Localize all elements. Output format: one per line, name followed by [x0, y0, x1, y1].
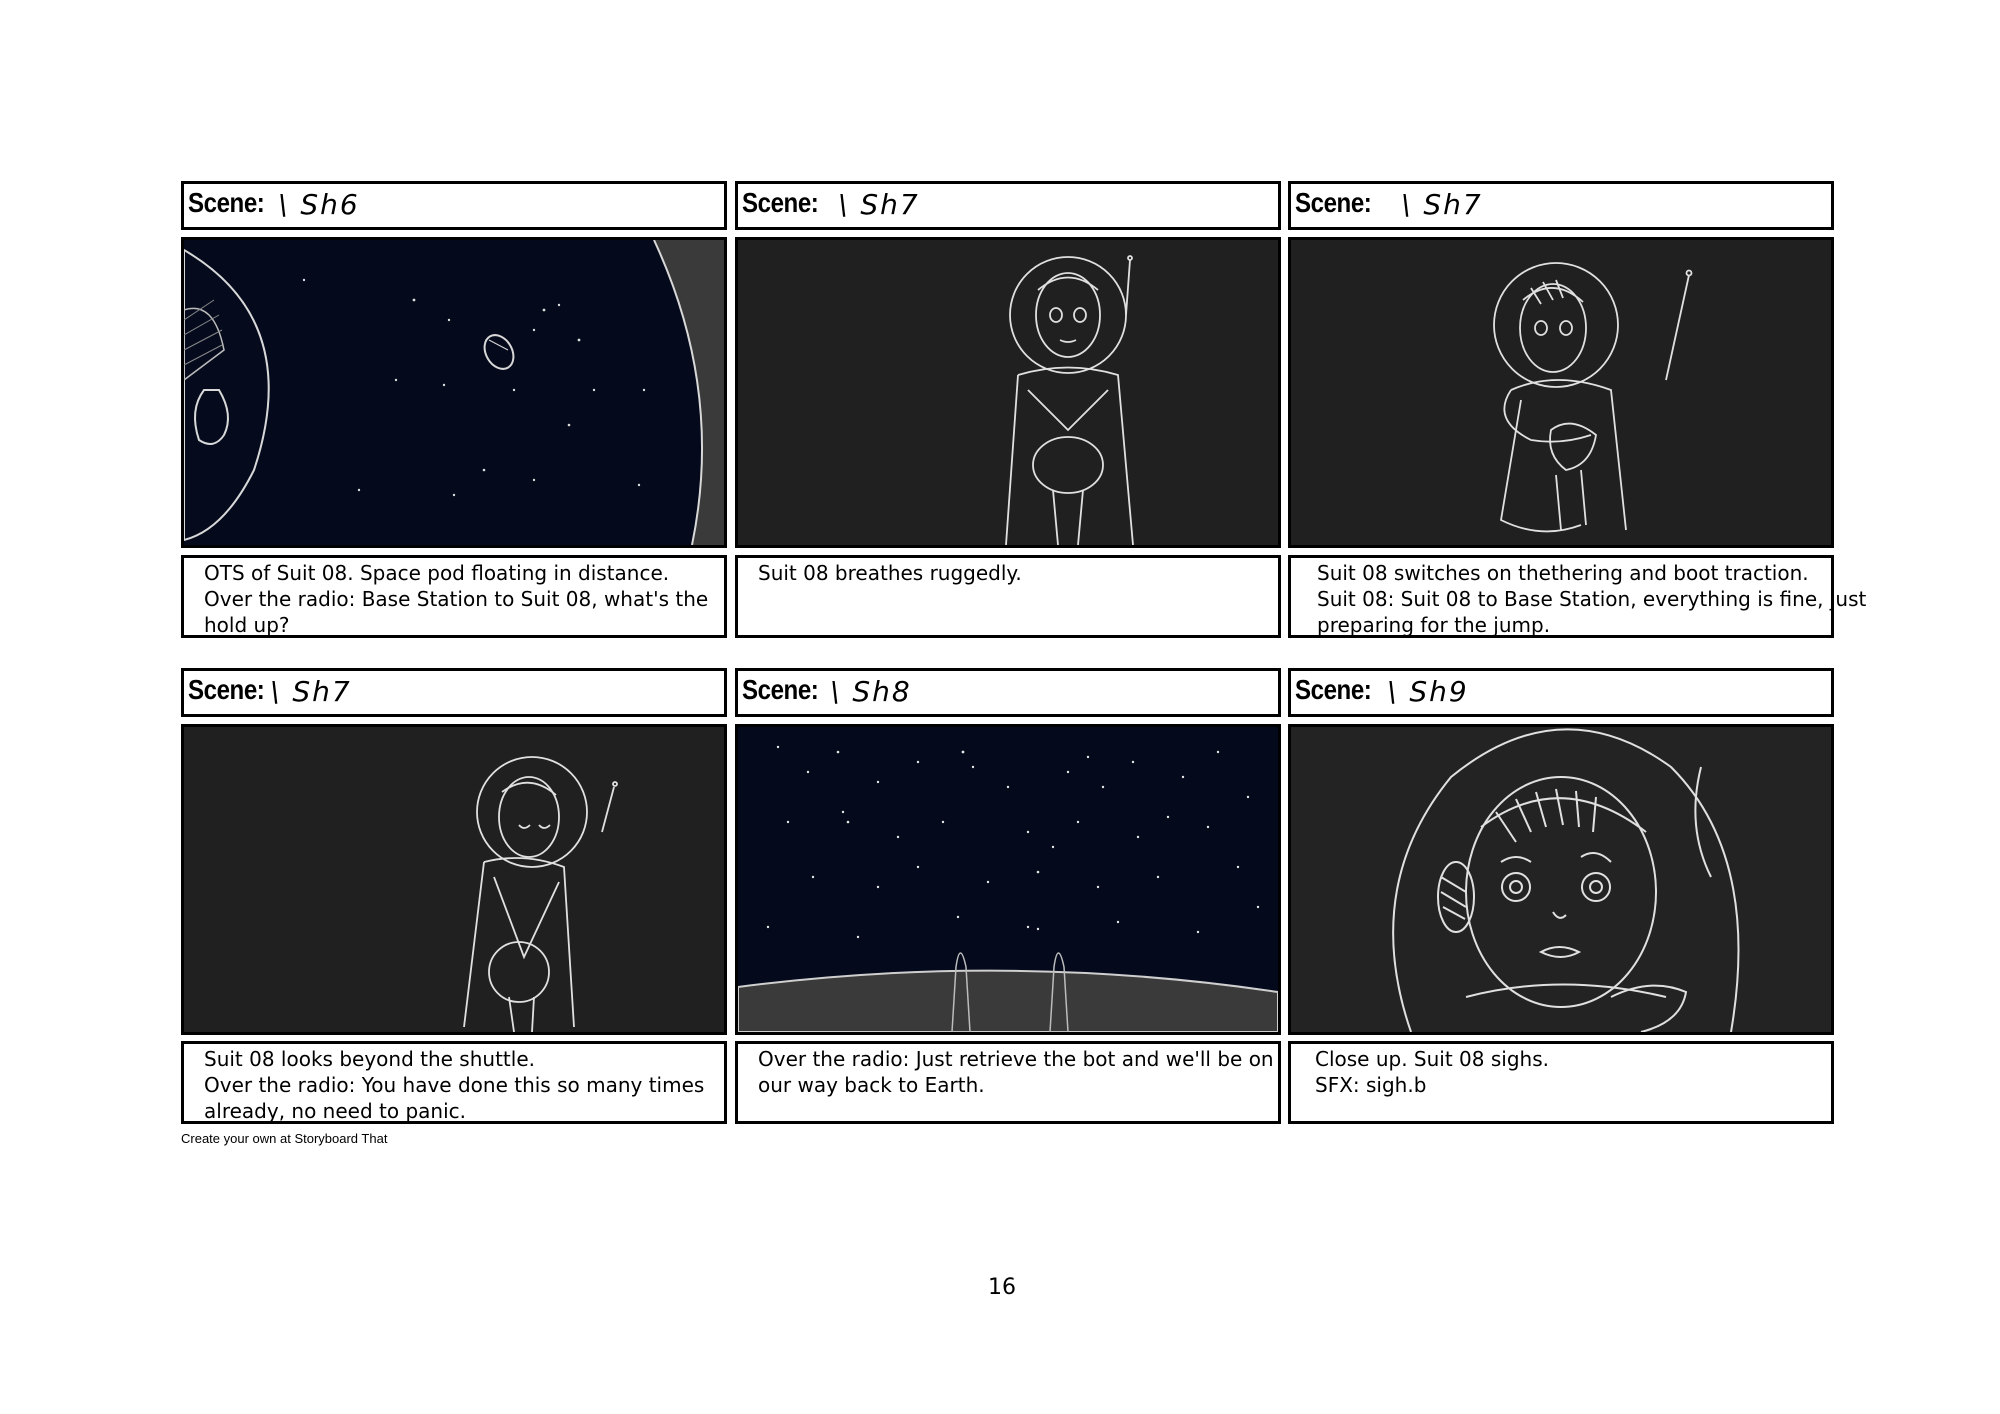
astronaut-closeup-illustration — [1291, 727, 1831, 1032]
caption-line: Suit 08 looks beyond the shuttle. — [204, 1047, 535, 1071]
page-number: 16 — [988, 1275, 1016, 1300]
caption-line: already, no need to panic. — [204, 1099, 466, 1123]
scene-label: Scene: — [1295, 187, 1372, 218]
shot-note: \ Sh9 — [1387, 675, 1469, 708]
panel-4-image — [181, 724, 727, 1035]
panel-6-header — [1288, 668, 1834, 717]
caption-line: hold up? — [204, 613, 290, 637]
scene-label: Scene: — [188, 674, 265, 705]
panel-5-header — [735, 668, 1281, 717]
caption-line: preparing for the jump. — [1317, 613, 1551, 637]
storyboard-footer-link[interactable]: Create your own at Storyboard That — [181, 1131, 388, 1146]
caption-line: Close up. Suit 08 sighs. — [1315, 1047, 1549, 1071]
scene-label: Scene: — [742, 674, 819, 705]
panel-6-caption — [1288, 1041, 1834, 1124]
caption-line: our way back to Earth. — [758, 1073, 985, 1097]
astronaut-tethering-illustration — [1291, 240, 1831, 545]
astronaut-looking-down-illustration — [184, 727, 724, 1032]
shot-note: \ Sh7 — [1401, 188, 1483, 221]
panel-1-image — [181, 237, 727, 548]
caption-line: Suit 08 breathes ruggedly. — [758, 561, 1022, 585]
panel-1-caption — [181, 555, 727, 638]
starfield-horizon-illustration — [738, 727, 1278, 1032]
panel-6-image — [1288, 724, 1834, 1035]
panel-4-caption — [181, 1041, 727, 1124]
scene-label: Scene: — [188, 187, 265, 218]
panel-3-image — [1288, 237, 1834, 548]
caption-line: SFX: sigh.b — [1315, 1073, 1427, 1097]
astronaut-front-illustration — [738, 240, 1278, 545]
caption-line: Over the radio: Base Station to Suit 08, what's the — [204, 587, 709, 611]
panel-5-image — [735, 724, 1281, 1035]
scene-label: Scene: — [1295, 674, 1372, 705]
caption-line: OTS of Suit 08. Space pod floating in distance. — [204, 561, 670, 585]
panel-3-header — [1288, 181, 1834, 230]
caption-line: Suit 08: Suit 08 to Base Station, everything is fine, just — [1317, 587, 1867, 611]
caption-line: Over the radio: Just retrieve the bot and we'll be on — [758, 1047, 1274, 1071]
panel-2-caption — [735, 555, 1281, 638]
panel-5-caption — [735, 1041, 1281, 1124]
panel-2-image — [735, 237, 1281, 548]
shot-note: \ Sh7 — [270, 675, 352, 708]
shot-note: \ Sh6 — [278, 188, 360, 221]
caption-line: Over the radio: You have done this so many times — [204, 1073, 705, 1097]
panel-3-caption — [1288, 555, 1867, 638]
panel-4-header — [181, 668, 727, 717]
panel-1-header — [181, 181, 727, 230]
shot-note: \ Sh7 — [838, 188, 920, 221]
panel-2-header — [735, 181, 1281, 230]
caption-line: Suit 08 switches on thethering and boot traction. — [1317, 561, 1809, 585]
space-pod-illustration — [184, 240, 724, 545]
shot-note: \ Sh8 — [830, 675, 912, 708]
scene-label: Scene: — [742, 187, 819, 218]
